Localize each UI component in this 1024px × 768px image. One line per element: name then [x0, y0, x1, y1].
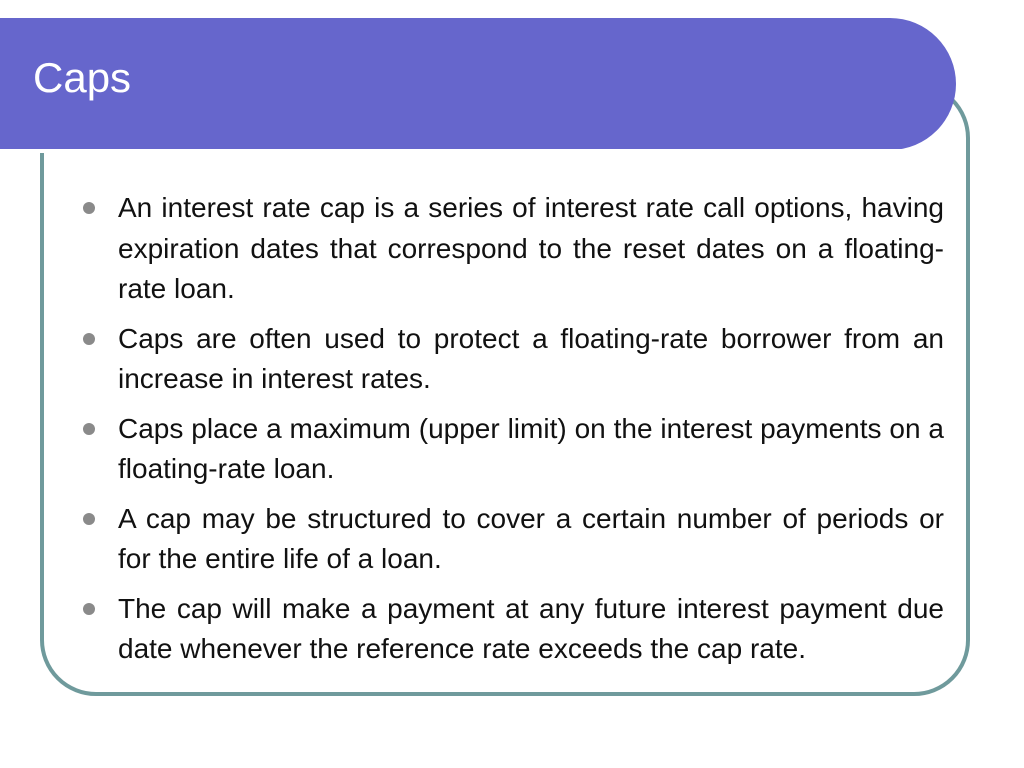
bullet-item	[80, 499, 944, 580]
bullet-list	[80, 188, 944, 679]
bullet-dot-icon	[83, 603, 95, 615]
bullet-dot-icon	[83, 333, 95, 345]
title-underline	[0, 149, 906, 153]
bullet-dot-icon	[83, 202, 95, 214]
bullet-text: A cap may be structured to cover a certain number of periods or for the entire life of a loan.	[118, 502, 944, 574]
title-bar	[0, 18, 956, 150]
bullet-dot-icon	[83, 423, 95, 435]
bullet-item	[80, 409, 944, 490]
bullet-text: Caps are often used to protect a floating-rate borrower from an increase in interest rates.	[118, 322, 944, 394]
bullet-text: Caps place a maximum (upper limit) on the interest payments on a floating-rate loan.	[118, 412, 944, 484]
bullet-item	[80, 188, 944, 310]
bullet-dot-icon	[83, 513, 95, 525]
bullet-item	[80, 589, 944, 670]
bullet-item	[80, 319, 944, 400]
bullet-text: The cap will make a payment at any future interest payment due date whenever the reference rate exceeds the cap rate.	[118, 592, 944, 664]
bullet-text: An interest rate cap is a series of interest rate call options, having expiration dates that correspond to the reset dates on a floating-rate loan.	[118, 192, 944, 304]
slide-title: Caps	[33, 54, 132, 101]
